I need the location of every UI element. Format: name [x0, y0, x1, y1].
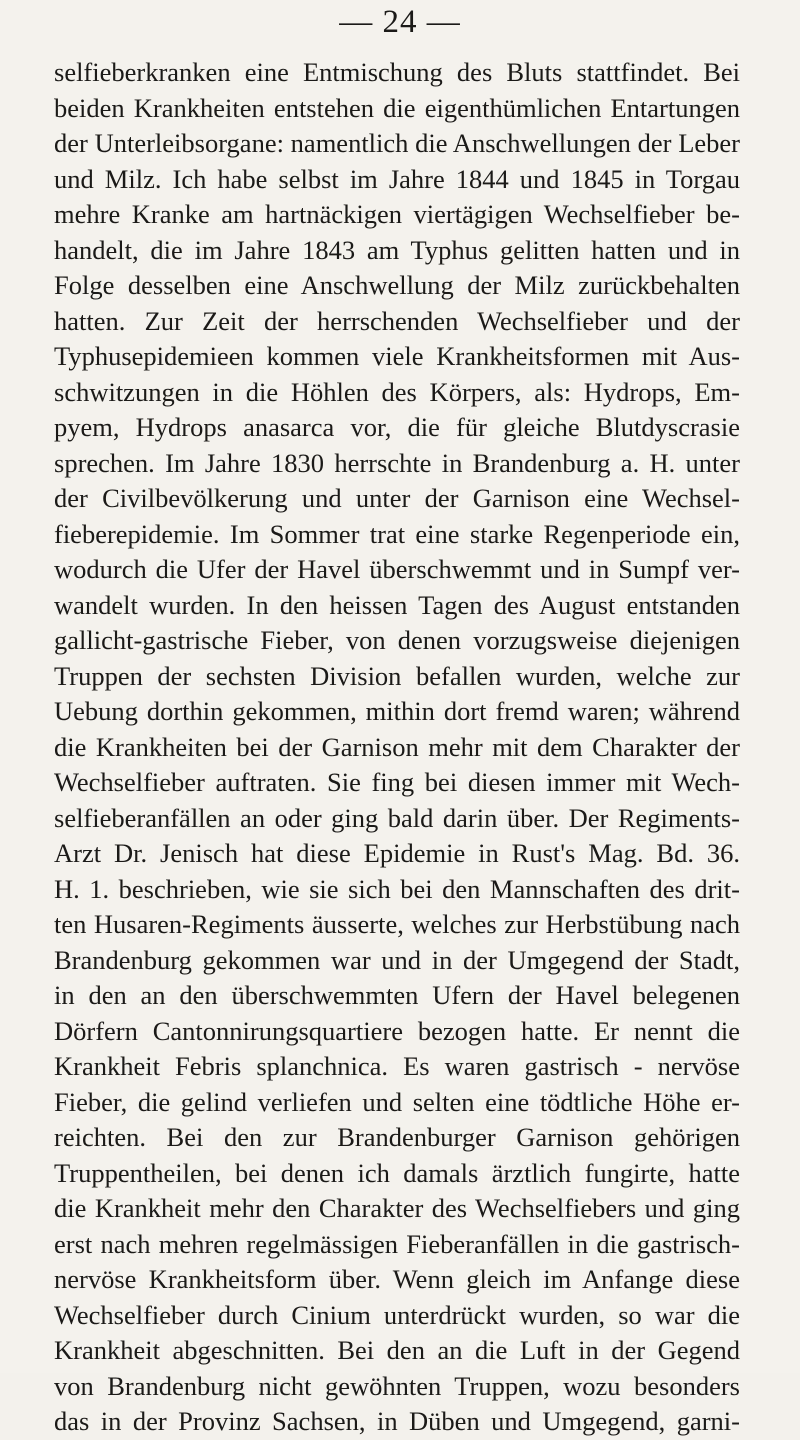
text-line: die Krankheit mehr den Charakter des Wechselfiebers und ging: [54, 1193, 740, 1223]
text-line: handelt, die im Jahre 1843 am Typhus gelitten hatten und in: [54, 234, 740, 265]
text-line: Folge desselben eine Anschwellung der Milz zurückbehalten: [54, 270, 740, 300]
text-line: und Milz. Ich habe selbst im Jahre 1844 und 1845 in Torgau: [54, 163, 740, 194]
text-line: nervöse Krankheitsform über. Wenn gleich im Anfange diese: [54, 1264, 740, 1294]
text-line: Wechselfieber auftraten. Sie fing bei diesen immer mit Wech-: [54, 767, 740, 797]
text-line: reichten. Bei den zur Brandenburger Garnison gehörigen: [54, 1122, 740, 1152]
text-line: selfieberanfällen an oder ging bald darin über. Der Regiments-: [54, 802, 740, 833]
text-line: Arzt Dr. Jenisch hat diese Epidemie in Rust's Mag. Bd. 36.: [54, 838, 740, 868]
text-line: Typhusepidemieen kommen viele Krankheitsformen mit Aus-: [54, 341, 740, 371]
text-line: schwitzungen in die Höhlen des Körpers, als: Hydrops, Em-: [54, 376, 740, 407]
text-line: wandelt wurden. In den heissen Tagen des August entstanden: [54, 589, 740, 620]
text-line: pyem, Hydrops anasarca vor, die für gleiche Blutdyscrasie: [54, 412, 740, 442]
page-number: — 24 —: [339, 4, 461, 40]
text-line: Brandenburg gekommen war und in der Umgegend der Stadt,: [54, 944, 740, 975]
text-line: der Unterleibsorgane: namentlich die Anschwellungen der Leber: [54, 128, 740, 158]
text-line: Krankheit Febris splanchnica. Es waren gastrisch - nervöse: [54, 1051, 740, 1081]
text-line: sprechen. Im Jahre 1830 herrschte in Brandenburg a. H. unter: [54, 447, 740, 478]
text-line: Fieber, die gelind verliefen und selten eine tödtliche Höhe er-: [54, 1086, 740, 1117]
text-line: erst nach mehren regelmässigen Fieberanfällen in die gastrisch-: [54, 1228, 740, 1259]
text-line: der Civilbevölkerung und unter der Garnison eine Wechsel-: [54, 483, 740, 513]
text-line: Truppentheilen, bei denen ich damals ärztlich fungirte, hatte: [54, 1157, 740, 1188]
text-line: Uebung dorthin gekommen, mithin dort fremd waren; während: [54, 696, 740, 726]
body-text: [54, 55, 740, 1440]
text-line: von Brandenburg nicht gewöhnten Truppen, wozu besonders: [54, 1370, 740, 1401]
text-line: Dörfern Cantonnirungsquartiere bezogen hatte. Er nennt die: [54, 1015, 740, 1046]
text-line: Truppen der sechsten Division befallen wurden, welche zur: [54, 660, 740, 691]
text-line: beiden Krankheiten entstehen die eigenthümlichen Entartungen: [54, 92, 740, 123]
text-line: in den an den überschwemmten Ufern der Havel belegenen: [54, 980, 740, 1010]
text-line: selfieberkranken eine Entmischung des Bluts stattfindet. Bei: [54, 57, 740, 87]
text-line: wodurch die Ufer der Havel überschwemmt und in Sumpf ver-: [54, 554, 740, 584]
text-line: das in der Provinz Sachsen, in Düben und Umgegend, garni-: [54, 1406, 740, 1436]
text-line: hatten. Zur Zeit der herrschenden Wechselfieber und der: [54, 305, 740, 336]
text-line: ten Husaren-Regiments äusserte, welches zur Herbstübung nach: [54, 909, 740, 939]
text-line: H. 1. beschrieben, wie sie sich bei den Mannschaften des drit-: [54, 873, 740, 904]
text-line: die Krankheiten bei der Garnison mehr mit dem Charakter der: [54, 731, 740, 762]
text-line: Krankheit abgeschnitten. Bei den an die Luft in der Gegend: [54, 1335, 740, 1365]
text-line: gallicht-gastrische Fieber, von denen vorzugsweise diejenigen: [54, 625, 740, 655]
text-line: fieberepidemie. Im Sommer trat eine starke Regenperiode ein,: [54, 518, 740, 549]
text-line: mehre Kranke am hartnäckigen viertägigen Wechselfieber be-: [54, 199, 740, 229]
text-line: Wechselfieber durch Cinium unterdrückt wurden, so war die: [54, 1299, 740, 1330]
